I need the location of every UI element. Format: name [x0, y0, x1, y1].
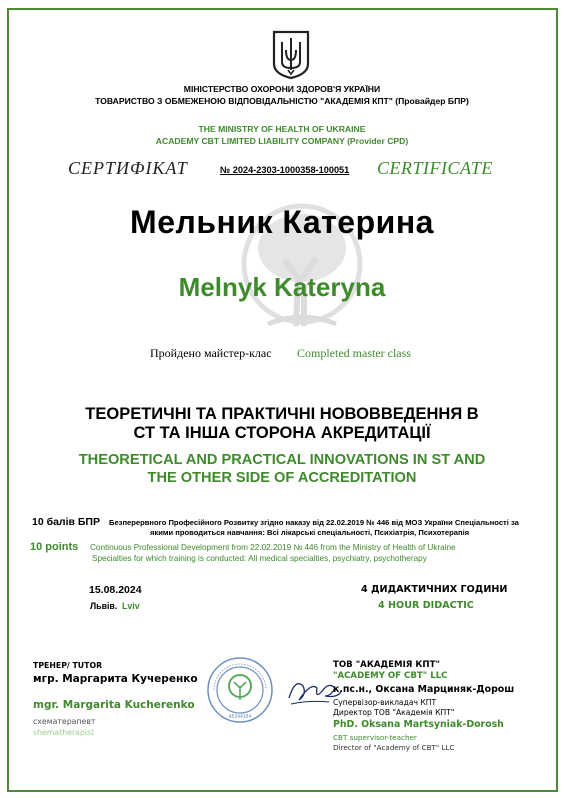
trainer-name-en: mgr. Margarita Kucherenko [33, 699, 195, 711]
director-role2-en: Director of "Academy of CBT" LLC [333, 743, 455, 752]
ministry-en: THE MINISTRY OF HEALTH OF UKRAINE [198, 124, 366, 134]
course-title-en-2: THE OTHER SIDE OF ACCREDITATION [147, 470, 417, 486]
director-name-en: PhD. Oksana Martsyniak-Dorosh [333, 719, 504, 730]
recipient-name-en: Melnyk Kateryna [178, 272, 386, 302]
director-role1-en: CBT supervisor-teacher [333, 733, 417, 742]
course-title-en-1: THEORETICAL AND PRACTICAL INNOVATIONS IN ST AND [78, 452, 486, 468]
trainer-role-ua: схематерапевт [33, 717, 96, 726]
ministry-ua: МІНІСТЕРСТВО ОХОРОНИ ЗДОРОВ'Я УКРАЇНИ [183, 84, 381, 94]
director-role1-ua: Супервізор-викладач КПТ [333, 698, 437, 707]
points-en: 10 points [30, 541, 79, 553]
seal-code: 45344184 [228, 714, 252, 720]
certificate-title-en: CERTIFICATE [377, 158, 493, 178]
trainer-name-ua: мгр. Маргарита Кучеренко [33, 673, 198, 685]
points-ua: 10 балів БПР [32, 516, 100, 528]
director-company-en: "ACADEMY OF CBT" LLC [333, 671, 448, 681]
issue-date: 15.08.2024 [89, 584, 142, 596]
course-title-ua-2: СТ ТА ІНША СТОРОНА АКРЕДИТАЦІЇ [133, 424, 431, 442]
director-name-ua: к.пс.н., Оксана Марциняк-Дорош [333, 684, 515, 695]
city-ua: Львів. [90, 601, 118, 611]
city-en: Lviv [122, 601, 140, 611]
company-ua: ТОВАРИСТВО З ОБМЕЖЕНОЮ ВІДПОВІДАЛЬНІСТЮ "АКАДЕМІЯ КПТ" (Провайдер БПР) [95, 96, 469, 106]
completed-label-en: Completed master class [297, 346, 411, 360]
company-seal-icon [206, 656, 274, 724]
certificate-title-ua: СЕРТИФІКАТ [68, 158, 188, 178]
hours-en: 4 HOUR DIDACTIC [378, 600, 474, 611]
recipient-name-ua: Мельник Катерина [130, 204, 434, 240]
director-company-ua: ТОВ "АКАДЕМІЯ КПТ" [333, 660, 440, 670]
points-desc-ua-1: Безперервного Професійного Розвитку згідно наказу від 22.02.2019 № 446 від МОЗ України Спеціальності за [109, 518, 519, 527]
certificate-number: № 2024-2303-1000358-100051 [220, 165, 350, 175]
hours-ua: 4 ДИДАКТИЧНИХ ГОДИНИ [361, 584, 508, 595]
points-desc-en-2: Specialties for which training is conducted: All medical specialties, psychiatry, psychotherapy [92, 554, 427, 563]
director-role2-ua: Директор ТОВ "Академія КПТ" [333, 708, 455, 717]
completed-label-ua: Пройдено майстер-клас [150, 346, 272, 360]
points-desc-ua-2: якими проводиться навчання: Всі лікарські спеціальності, Психіатрія, Психотерапія [150, 528, 470, 537]
course-title-ua-1: ТЕОРЕТИЧНІ ТА ПРАКТИЧНІ НОВОВВЕДЕННЯ В [85, 405, 479, 423]
company-en: ACADEMY CBT LIMITED LIABILITY COMPANY (Provider CPD) [155, 136, 409, 146]
trident-emblem-icon [272, 30, 310, 80]
trainer-role-en: shematherapist [33, 728, 95, 737]
points-desc-en-1: Continuous Professional Development from 22.02.2019 № 446 from the Ministry of Health of Ukraine [90, 543, 456, 552]
trainer-label: ТРЕНЕР/ TUTOR [33, 661, 103, 670]
